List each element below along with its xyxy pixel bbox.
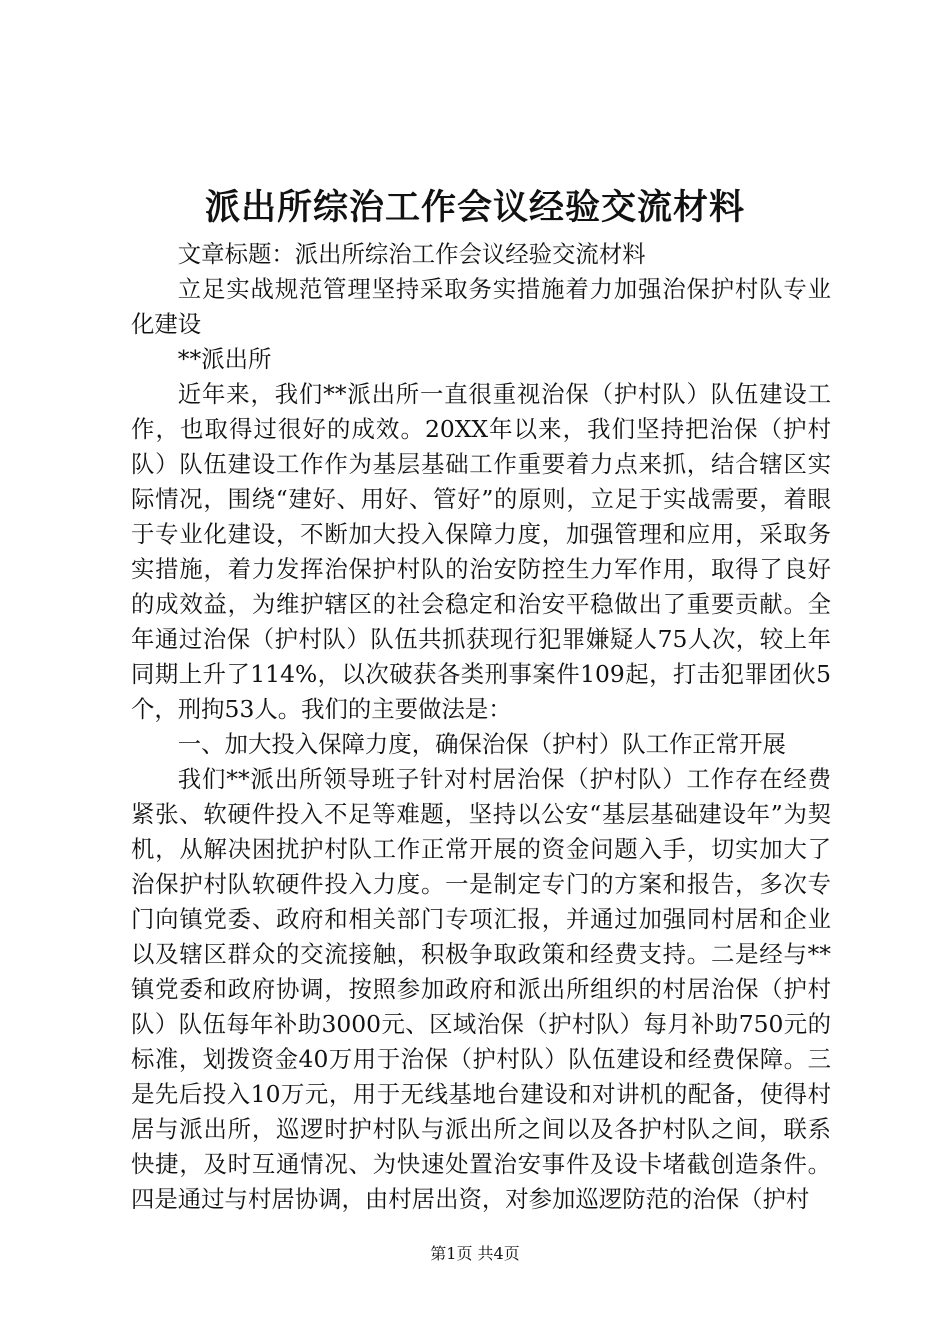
section-1-paragraph: 我们**派出所领导班子针对村居治保（护村队）工作存在经费紧张、软硬件投入不足等难题，坚持以公安“基层基础建设年”为契机，从解决困扰护村队工作正常开展的资金问题入手，切实加大了治保护村队软硬件投入力度。一是制定专门的方案和报告，多次专门向镇党委、政府和相关部门专项汇报，并通过加强同村居和企业以及辖区群众的交流接触，积极争取政策和经费支持。二是经与**镇党委和政府协调，按照参加政府和派出所组织的村居治保（护村队）队伍每年补助3000元、区域治保（护村队）每月补助750元的标准，划拨资金40万用于治保（护村队）队伍建设和经费保障。三是先后投入10万元，用于无线基地台建设和对讲机的配备，使得村居与派出所，巡逻时护村队与派出所之间以及各护村队之间，联系快捷，及时互通情况、为快速处置治安事件及设卡堵截创造条件。四是通过与村居协调，由村居出资，对参加巡逻防范的治保（护村 xyxy=(131,765,831,1213)
intro-paragraph: 近年来，我们**派出所一直很重视治保（护村队）队伍建设工作，也取得过很好的成效。20XX年以来，我们坚持把治保（护村队）队伍建设工作作为基层基础工作重要着力点来抓，结合辖区实际情况，围绕“建好、用好、管好”的原则，立足于实战需要，着眼于专业化建设，不断加大投入保障力度，加强管理和应用，采取务实措施，着力发挥治保护村队的治安防控生力军作用，取得了良好的成效益，为维护辖区的社会稳定和治安平稳做出了重要贡献。全年通过治保（护村队）队伍共抓获现行犯罪嫌疑人75人次，较上年同期上升了114%，以次破获各类刑事案件109起，打击犯罪团伙5个，刑拘53人。我们的主要做法是： xyxy=(131,380,831,723)
article-title-line: 文章标题：派出所综治工作会议经验交流材料 xyxy=(177,240,646,268)
page-footer: 第1页 共4页 xyxy=(430,1244,520,1263)
document-title: 派出所综治工作会议经验交流材料 xyxy=(204,187,745,228)
section-heading-1: 一、加大投入保障力度，确保治保（护村）队工作正常开展 xyxy=(177,730,786,758)
document-body xyxy=(131,237,831,1217)
author-line: **派出所 xyxy=(177,345,272,373)
subtitle-paragraph: 立足实战规范管理坚持采取务实措施着力加强治保护村队专业化建设 xyxy=(131,275,831,338)
